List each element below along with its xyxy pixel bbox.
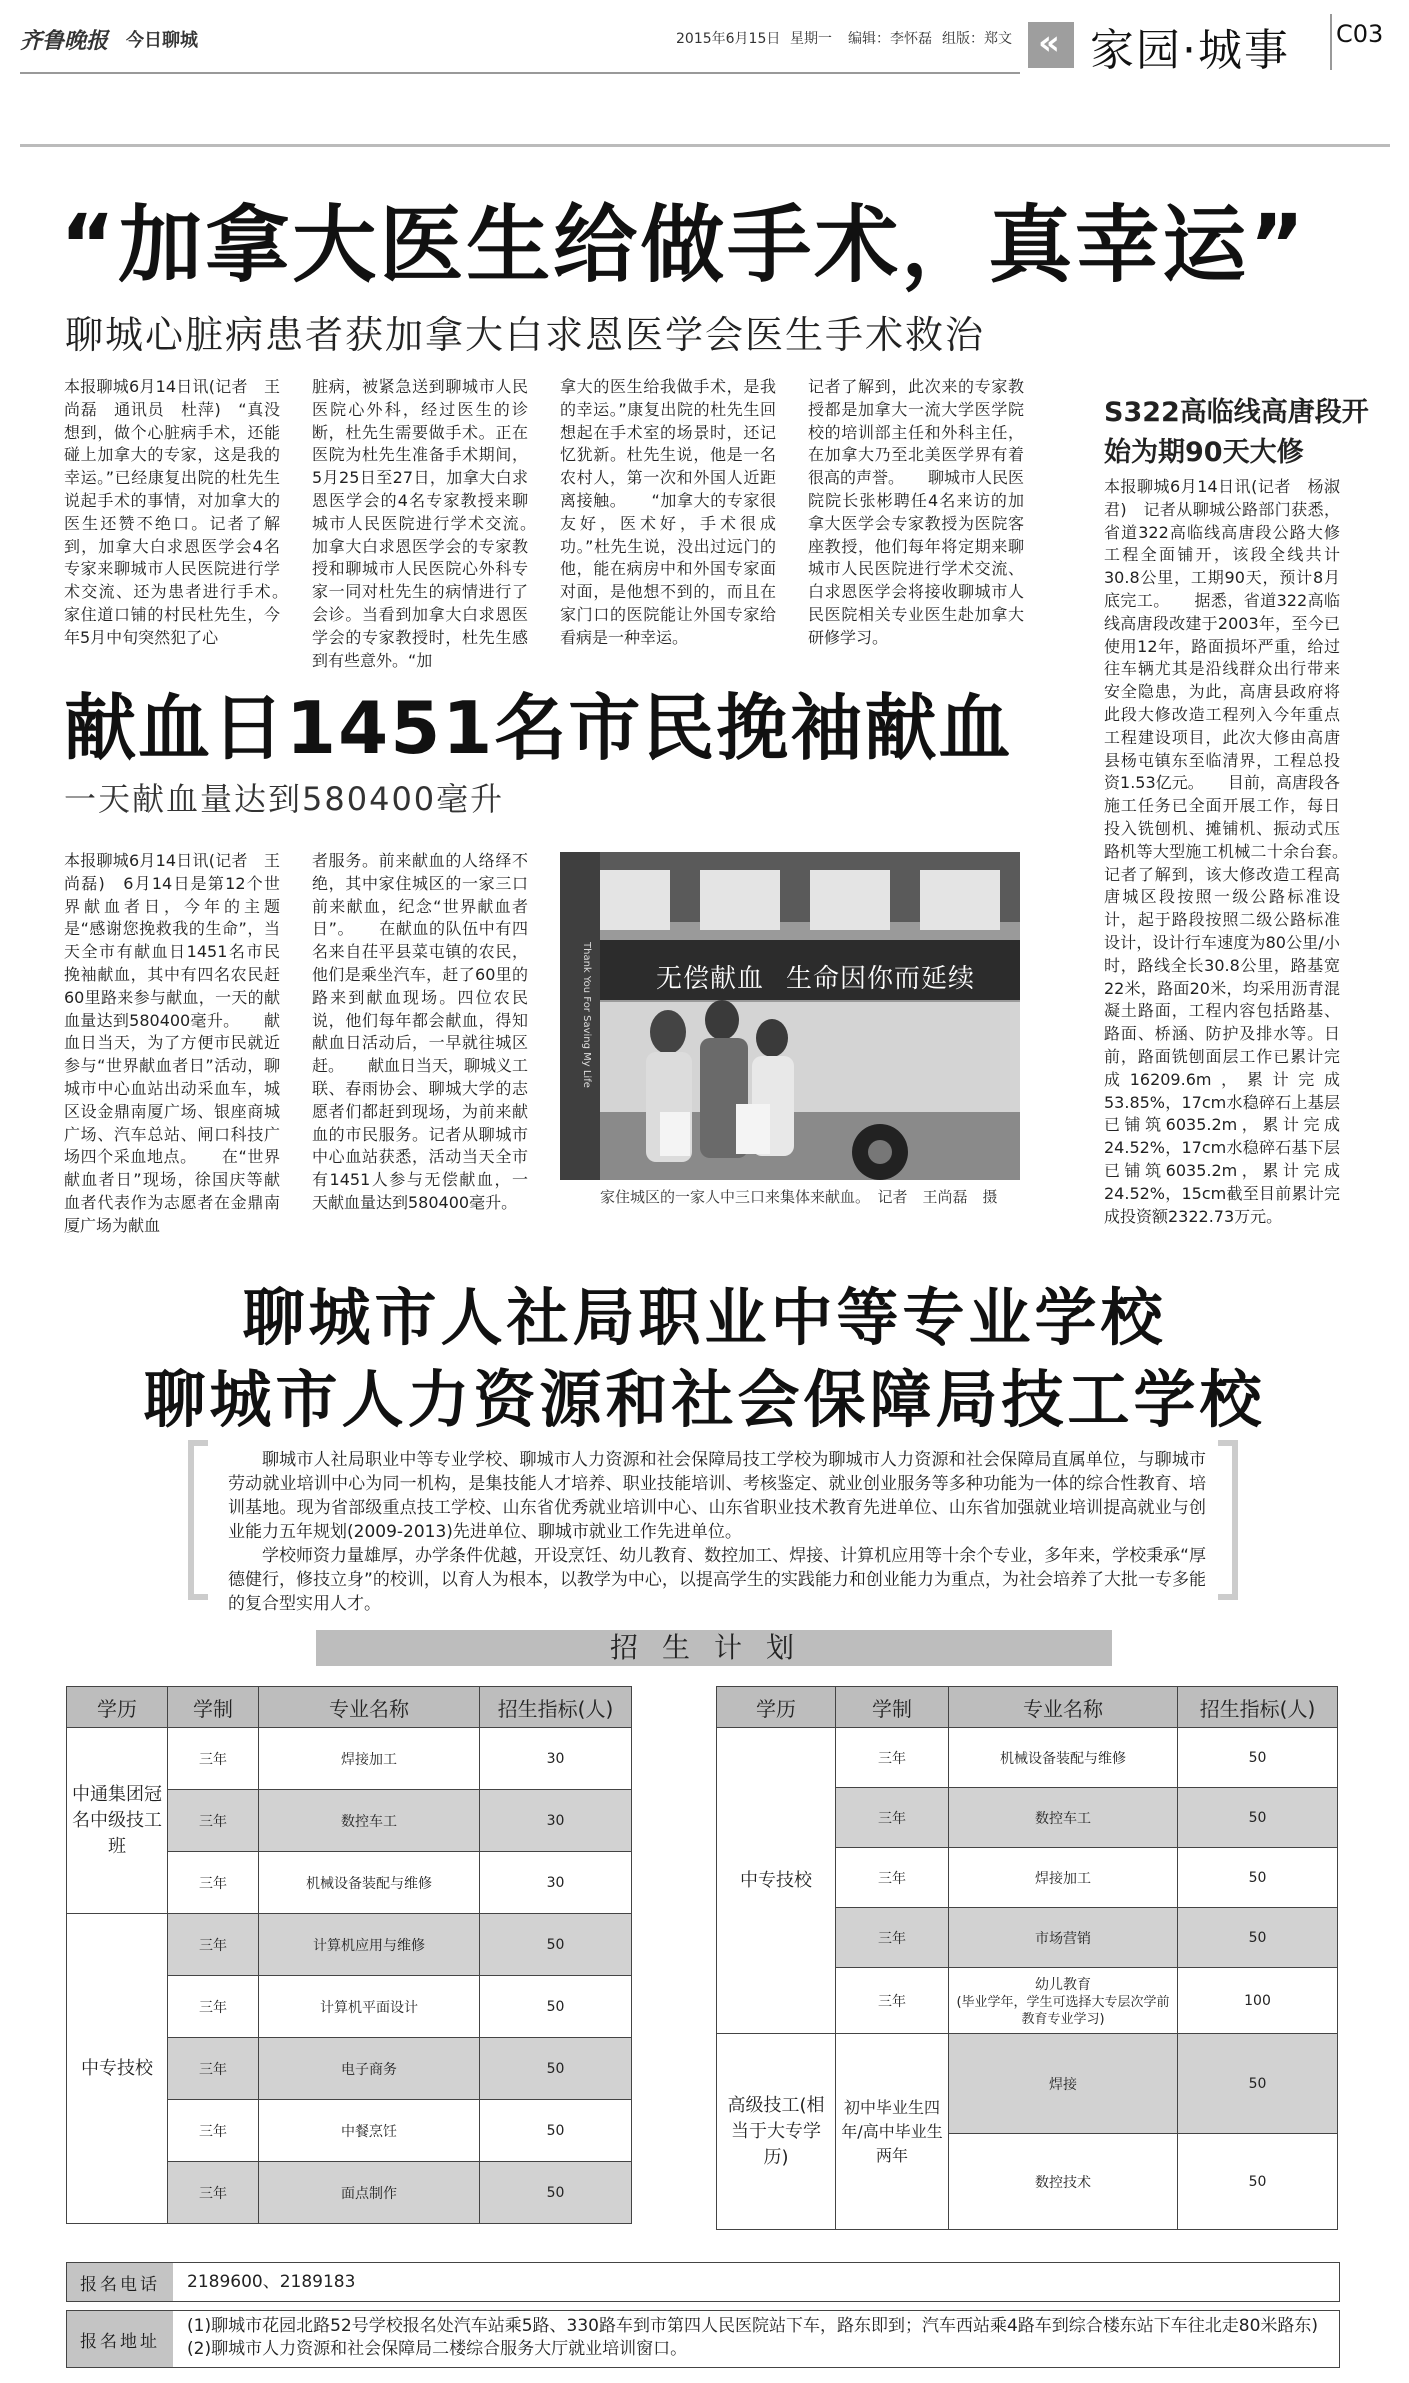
duration-cell: 三年 <box>836 1968 949 2034</box>
article1-col-3: 拿大的医生给我做手术，是我的幸运。”康复出院的杜先生回想起在手术室的场景时，还记忆犹新。杜先生说，他是一名农村人，第一次和外国人近距离接触。 “加拿大的专家很友好，医术好，手术很成功。”杜先生说，没出过远门的他，能在病房中和外国专家面对面，是他想不到的，而且在家门口的医院能让外国专家给看病是一种幸运。 <box>560 377 776 647</box>
quota-cell: 50 <box>1178 1788 1338 1848</box>
col-header-major: 专业名称 <box>949 1687 1178 1728</box>
address-label: 报名地址 <box>67 2311 173 2367</box>
phone-value: 2189600、2189183 <box>187 2272 356 2292</box>
quota-cell: 50 <box>480 1914 632 1976</box>
school-intro <box>228 1448 1206 1616</box>
school-name-2: 聊城市人力资源和社会保障局技工学校 <box>143 1363 1266 1436</box>
enrollment-table-right <box>716 1686 1338 2230</box>
layout-credit: 组版：郑文 <box>942 31 1012 47</box>
article1-col-1: 本报聊城6月14日讯(记者 王尚磊 通讯员 杜萍) “真没想到，做个心脏病手术，还能碰上加拿大的专家，这是我的幸运。”已经康复出院的杜先生说起手术的事情，对加拿大的医生还赞不绝口。记者了解到，加拿大白求恩医学会4名专家来聊城市人民医院进行学术交流、还为患者进行手术。 家住道口铺的村民杜先生，今年5月中旬突然犯了心 <box>64 377 313 647</box>
quota-cell: 50 <box>480 2038 632 2100</box>
quota-cell: 50 <box>480 2162 632 2224</box>
edu-group: 中专技校 <box>67 1914 168 2224</box>
article2-subheadline: 一天献血量达到580400毫升 <box>64 780 505 818</box>
issue-weekday: 星期一 <box>790 31 832 47</box>
major-cell: 焊接 <box>949 2034 1178 2134</box>
duration-cell: 三年 <box>836 1908 949 1968</box>
article2-col-1: 本报聊城6月14日讯(记者 王尚磊) 6月14日是第12个世界献血者日，今年的主题是“感谢您挽救我的生命”，当天全市有献血日1451名市民挽袖献血，其中有四名农民赶60里路来参与献血，一天的献血量达到580400毫升。 献血日当天，为了方便市民就近参与“世界献血者日”活动，聊城市中心血站出动采血车，城区设金鼎南厦广场、银座商城广场、汽车总站、闸口科技广场四个采血地点。 在“世界献血者日”现场，徐国庆等献血者代表作为志愿者在金鼎南厦广场为献血 <box>64 851 280 1235</box>
school-name-1: 聊城市人社局职业中等专业学校 <box>242 1281 1167 1354</box>
major-note: (毕业学年，学生可选择大专层次学前教育专业学习) <box>956 1994 1170 2027</box>
table-row <box>717 1728 1338 1788</box>
section-chevron-icon: « <box>1028 22 1074 68</box>
quota-cell: 50 <box>1178 1728 1338 1788</box>
quota-cell: 50 <box>480 2100 632 2162</box>
table-row <box>67 1728 632 1790</box>
major-cell: 焊接加工 <box>259 1728 480 1790</box>
major-cell: 计算机应用与维修 <box>259 1914 480 1976</box>
major-name: 幼儿教育 <box>1035 1976 1091 1993</box>
quota-cell: 100 <box>1178 1968 1338 2034</box>
col-header-quota: 招生指标(人) <box>480 1687 632 1728</box>
table-row <box>67 1914 632 1976</box>
section-name-small: 今日聊城 <box>126 30 198 51</box>
major-cell: 机械设备装配与维修 <box>949 1728 1178 1788</box>
edu-group: 中专技校 <box>717 1728 836 2034</box>
duration-cell: 三年 <box>168 1790 259 1852</box>
phone-label: 报名电话 <box>67 2263 173 2301</box>
photo-caption: 家住城区的一家人中三口来集体来献血。 记者 王尚磊 摄 <box>600 1188 998 1206</box>
enrollment-table-left <box>66 1686 632 2224</box>
article1-col-2: 脏病，被紧急送到聊城市人民医院心外科，经过医生的诊断，杜先生需要做手术。正在医院为杜先生准备手术期间，5月25日至27日，加拿大白求恩医学会的4名专家教授来聊城市人民医院进行学术交流。 加拿大白求恩医学会的专家教授和聊城市人民医院心外科专家一同对杜先生的病情进行了会诊。当看到加拿大白求恩医学会的专家教授时，杜先生感到有些意外。“加 <box>312 377 561 670</box>
major-cell: 面点制作 <box>259 2162 480 2224</box>
col-header-duration: 学制 <box>168 1687 259 1728</box>
enrollment-plan-title: 招生计划 <box>316 1630 1112 1666</box>
col-header-education: 学历 <box>67 1687 168 1728</box>
table-row <box>717 2034 1338 2134</box>
major-cell: 数控车工 <box>949 1788 1178 1848</box>
quota-cell: 50 <box>1178 2134 1338 2230</box>
article1-headline: “加拿大医生给做手术，真幸运” <box>60 196 1308 294</box>
article2-headline: 献血日1451名市民挽袖献血 <box>64 686 1013 770</box>
duration-cell: 三年 <box>168 2038 259 2100</box>
col-header-education: 学历 <box>717 1687 836 1728</box>
address-value: (1)聊城市花园北路52号学校报名处汽车站乘5路、330路车到市第四人民医院站下车，路东即到；汽车西站乘4路车到综合楼东站下车往北走80米路东) (2)聊城市人力资源和社会保障局二楼综合服务大厅就业培训窗口。 <box>187 2316 1336 2359</box>
photo-illustration <box>560 852 1020 1180</box>
duration-cell: 初中毕业生四年/高中毕业生两年 <box>836 2034 949 2230</box>
duration-cell: 三年 <box>168 2100 259 2162</box>
bus-slogan-2: 生命因你而延续 <box>786 964 976 994</box>
quota-cell: 50 <box>1178 1848 1338 1908</box>
editor-credit: 编辑：李怀磊 <box>848 31 932 47</box>
page-number: C03 <box>1336 20 1384 48</box>
sidebar-headline: S322高临线高唐段开始为期90天大修 <box>1104 397 1369 468</box>
col-header-quota: 招生指标(人) <box>1178 1687 1338 1728</box>
major-cell: 数控技术 <box>949 2134 1178 2230</box>
table-header-row <box>67 1687 632 1728</box>
table-header-row <box>717 1687 1338 1728</box>
bus-slogan-1: 无偿献血 <box>656 964 765 994</box>
major-cell: 计算机平面设计 <box>259 1976 480 2038</box>
col-header-major: 专业名称 <box>259 1687 480 1728</box>
major-cell: 数控车工 <box>259 1790 480 1852</box>
major-cell <box>949 1968 1178 2034</box>
major-cell: 中餐烹饪 <box>259 2100 480 2162</box>
edu-group: 中通集团冠名中级技工班 <box>67 1728 168 1914</box>
col-header-duration: 学制 <box>836 1687 949 1728</box>
duration-cell: 三年 <box>168 1914 259 1976</box>
blood-donation-photo <box>560 852 1020 1180</box>
sidebar-body: 本报聊城6月14日讯(记者 杨淑君) 记者从聊城公路部门获悉，省道322高临线高唐段公路大修工程全面铺开，该段全线共计30.8公里，工期90天，预计8月底完工。 据悉，省道322高临线高唐段改建于2003年，至今已使用12年，路面损坏严重，给过往车辆尤其是沿线群众出行带来安全隐患，为此，高唐县政府将此段大修改造工程列入今年重点工程建设项目，此次大修由高唐县杨屯镇东至临清界，工程总投资1.53亿元。 目前，高唐段各施工任务已全面开展工作，每日投入铣刨机、摊铺机、振动式压路机等大型施工机械二十余台套。 记者了解到，该大修改造工程高唐城区段按照一级公路标准设计，起于路段按照二级公路标准设计，设计行车速度为80公里/小时，路线全长30.8公里，路基宽22米，路面20米，均采用沥青混凝土路面，工程内容包括路基、路面、桥涵、防护及排水等。日前，路面铣刨面层工作已累计完成16209.6m，累计完成53.85%，17cm水稳碎石上基层已铺筑6035.2m，累计完成24.52%，17cm水稳碎石基下层已铺筑6035.2m，累计完成24.52%，15cm截至目前累计完成投资额2322.73万元。 <box>1104 477 1373 1226</box>
duration-cell: 三年 <box>168 1852 259 1914</box>
school-intro-p1: 聊城市人社局职业中等专业学校、聊城市人力资源和社会保障局技工学校为聊城市人力资源和社会保障局直属单位，与聊城市劳动就业培训中心为同一机构，是集技能人才培养、职业技能培训、考核鉴定、就业创业服务等多种功能为一体的综合性教育、培训基地。现为省部级重点技工学校、山东省优秀就业培训中心、山东省职业技术教育先进单位、山东省加强就业培训提高就业与创业能力五年规划(2009-2013)先进单位、聊城市就业工作先进单位。 <box>228 1450 1206 1542</box>
duration-cell: 三年 <box>168 2162 259 2224</box>
duration-cell: 三年 <box>836 1728 949 1788</box>
quota-cell: 50 <box>1178 2034 1338 2134</box>
duration-cell: 三年 <box>836 1848 949 1908</box>
quota-cell: 30 <box>480 1790 632 1852</box>
duration-cell: 三年 <box>168 1976 259 2038</box>
major-cell: 机械设备装配与维修 <box>259 1852 480 1914</box>
school-intro-p2: 学校师资力量雄厚，办学条件优越，开设烹饪、幼儿教育、数控加工、焊接、计算机应用等十余个专业，多年来，学校秉承“厚德健行，修技立身”的校训，以育人为根本，以教学为中心，以提高学生的实践能力和创业能力为重点，为社会培养了大批一专多能的复合型实用人才。 <box>228 1546 1206 1614</box>
edu-group: 高级技工(相当于大专学历) <box>717 2034 836 2230</box>
intro-bracket-right <box>1218 1440 1238 1600</box>
phone-row <box>66 2262 1340 2302</box>
intro-bracket-left <box>188 1440 208 1600</box>
header-rule <box>20 72 1020 74</box>
address-row <box>66 2310 1340 2368</box>
major-cell: 焊接加工 <box>949 1848 1178 1908</box>
article1-col-4: 记者了解到，此次来的专家教授都是加拿大一流大学医学院校的培训部主任和外科主任，在加拿大乃至北美医学界有着很高的声誉。 聊城市人民医院院长张彬聘任4名来访的加拿大医学会专家教授为医院客座教授，他们每年将定期来聊城市人民医院进行学术交流、白求恩医学会将接收聊城市人民医院相关专业医生赴加拿大研修学习。 <box>808 377 1025 647</box>
major-cell: 市场营销 <box>949 1908 1178 1968</box>
section-title: 家园·城事 <box>1090 25 1290 76</box>
top-rule <box>20 144 1390 147</box>
quota-cell: 50 <box>480 1976 632 2038</box>
quota-cell: 30 <box>480 1852 632 1914</box>
quota-cell: 30 <box>480 1728 632 1790</box>
header-divider <box>1330 14 1332 70</box>
issue-date: 2015年6月15日 <box>676 31 781 47</box>
duration-cell: 三年 <box>836 1788 949 1848</box>
article2-col-2: 者服务。前来献血的人络绎不绝，其中家住城区的一家三口前来献血，纪念“世界献血者日”。 在献血的队伍中有四名来自茌平县菜屯镇的农民，他们是乘坐汽车，赶了60里的路来到献血现场。四位农民说，他们每年都会献血，得知献血日活动后，一早就往城区赶。 献血日当天，聊城义工联、春雨协会、聊城大学的志愿者们都赶到现场，为前来献血的市民服务。记者从聊城市中心血站获悉，活动当天全市有1451人参与无偿献血，一天献血量达到580400毫升。 <box>312 851 529 1212</box>
duration-cell: 三年 <box>168 1728 259 1790</box>
quota-cell: 50 <box>1178 1908 1338 1968</box>
bus-small-text: Thank You For Saving My Life <box>581 942 592 1088</box>
article1-subheadline: 聊城心脏病患者获加拿大白求恩医学会医生手术救治 <box>65 313 986 357</box>
major-cell: 电子商务 <box>259 2038 480 2100</box>
newspaper-name: 齐鲁晚报 <box>20 28 109 54</box>
